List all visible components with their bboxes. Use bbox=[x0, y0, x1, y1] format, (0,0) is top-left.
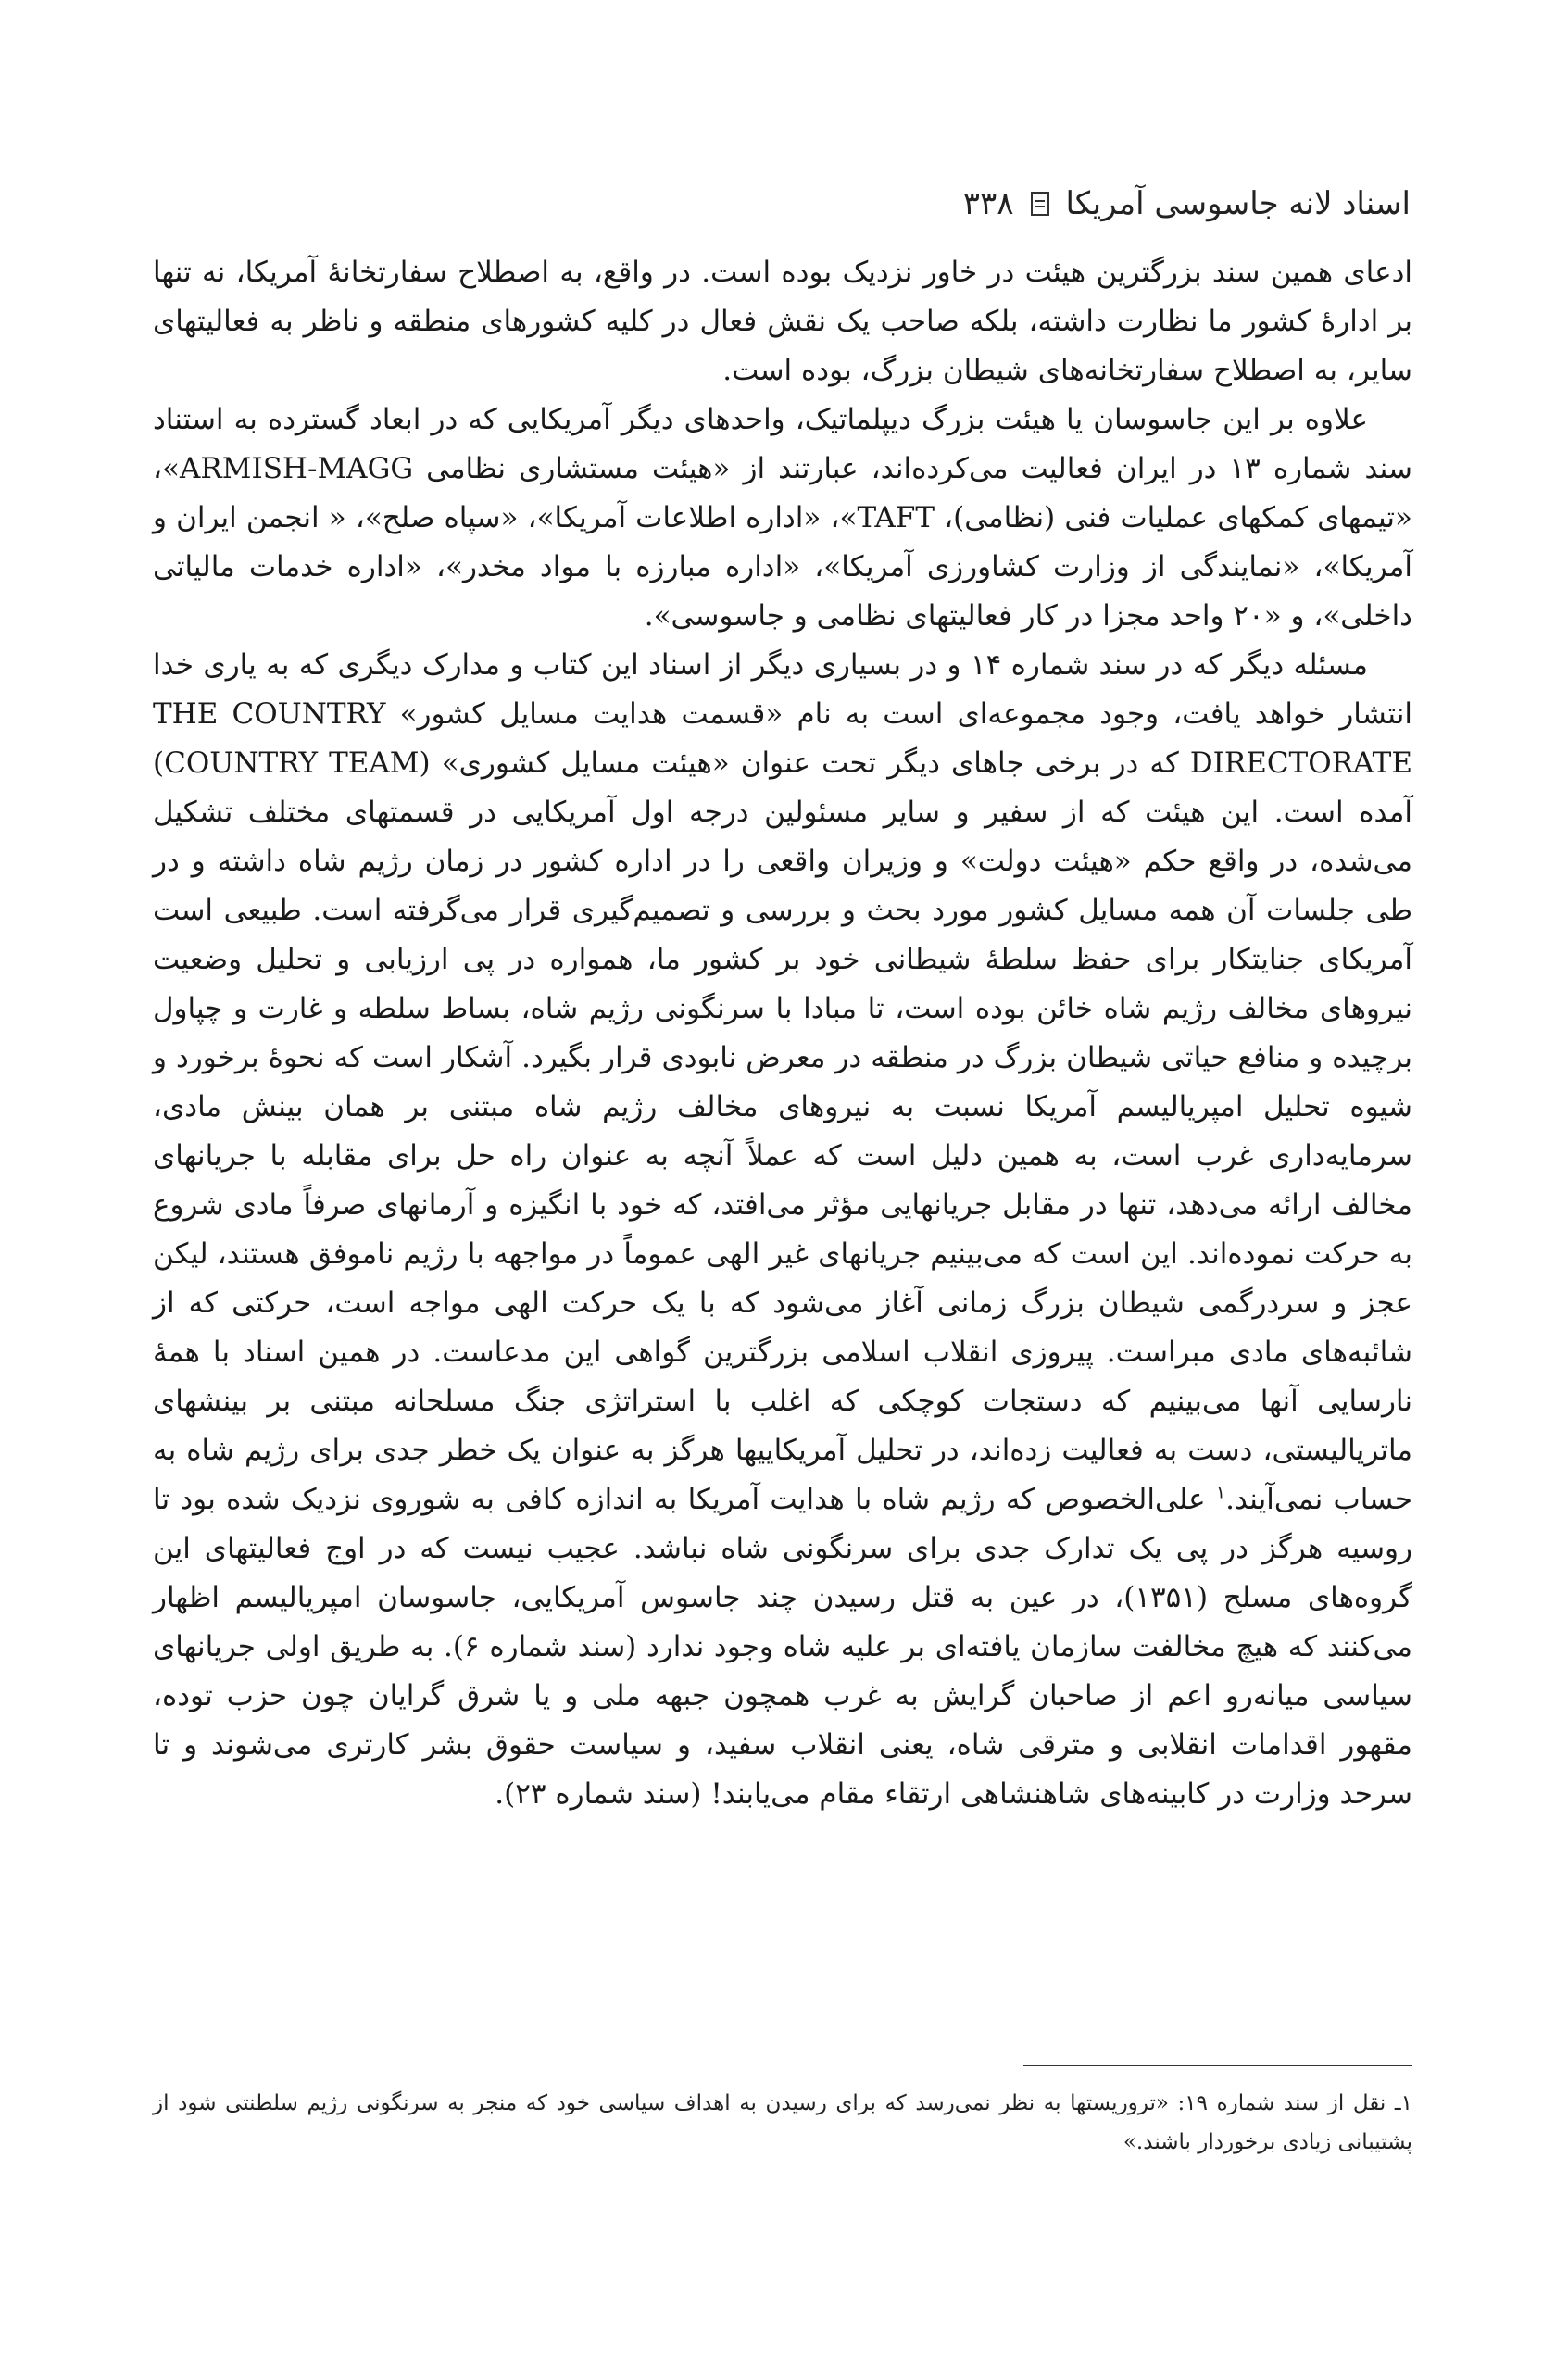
paragraph-text: مسئله دیگر که در سند شماره ۱۴ و در بسیاری دیگر از اسناد این کتاب و مدارک دیگری که به یاری خدا انتشار خواهد یافت، وجود مجموعه‌ای است به نام «قسمت هدایت مسایل کشور» THE COUNTRY DIRECTORATE که در برخی جاهای دیگر تحت عنوان «هیئت مسایل کشوری» (COUNTRY TEAM) آمده است. این هیئت که از سفیر و سایر مسئولین درجه اول آمریکایی در قسمتهای مختلف تشکیل می‌شده، در واقع حکم «هیئت دولت» و وزیران واقعی را در اداره کشور در زمان رژیم شاه داشته و در طی جلسات آن همه مسایل کشور مورد بحث و بررسی و تصمیم‌گیری قرار می‌گرفته است. طبیعی است آمریکای جنایتکار برای حفظ سلطهٔ شیطانی خود بر کشور ما، همواره در پی ارزیابی و تحلیل وضعیت نیروهای مخالف رژیم شاه خائن بوده است، تا مبادا با سرنگونی رژیم شاه، بساط سلطه و غارت و چپاول برچیده و منافع حیاتی شیطان بزرگ در منطقه در معرض نابودی قرار بگیرد. آشکار است که نحوهٔ برخورد و شیوه تحلیل امپریالیسم آمریکا نسبت به نیروهای مخالف رژیم شاه مبتنی بر همان بینش مادی، سرمایه‌داری غرب است، به همین دلیل است که عملاً آنچه به عنوان راه حل برای مقابله با جریانهای مخالف ارائه می‌دهد، تنها در مقابل جریانهایی مؤثر می‌افتد، که خود با انگیزه و آرمانهای صرفاً مادی شروع به حرکت نموده‌اند. این است که می‌بینیم جریانهای غیر الهی عموماً در مواجهه با رژیم ناموفق هستند، لیکن عجز و سردرگمی شیطان بزرگ زمانی آغاز می‌شود که با یک حرکت الهی مواجه است، حرکتی که از شائبه‌های مادی مبراست. پیروزی انقلاب اسلامی بزرگترین گواهی این مدعاست. در همین اسناد با همهٔ نارسایی آنها می‌بینیم که دستجات کوچکی که اغلب با استراتژی جنگ مسلحانه مبتنی بر بینشهای ماتریالیستی، دست به فعالیت زده‌اند، در تحلیل آمریکاییها هرگز به عنوان یک خطر جدی برای رژیم شاه به حساب نمی‌آیند. bbox=[153, 648, 1413, 1516]
book-title: اسناد لانه جاسوسی آمریکا bbox=[1065, 185, 1411, 222]
paragraph-text: علی‌الخصوص که رژیم شاه با هدایت آمریکا به اندازه کافی به شوروی نزدیک شده بود تا روسیه هرگز در پی یک تدارک جدی برای سرنگونی شاه نباشد. عجیب نیست که در اوج فعالیتهای این گروه‌های مسلح (۱۳۵۱)، در عین به قتل رسیدن چند جاسوس آمریکایی، جاسوسان امپریالیسم اظهار می‌کنند که هیچ مخالفت سازمان یافته‌ای بر علیه شاه وجود ندارد (سند شماره ۶). به طریق اولی جریانهای سیاسی میانه‌رو اعم از صاحبان گرایش به غرب همچون جبهه ملی و یا شرق گرایان چون حزب توده، مقهور اقدامات انقلابی و مترقی شاه، یعنی انقلاب سفید، و سیاست حقوق بشر کارتری می‌شوند و تا سرحد وزارت در کابینه‌های شاهنشاهی ارتقاء مقام می‌یابند! (سند شماره ۲۳). bbox=[153, 1483, 1412, 1811]
document-icon bbox=[1031, 192, 1049, 216]
body-text bbox=[153, 248, 1412, 1819]
paragraph: ادعای همین سند بزرگترین هیئت در خاور نزدیک بوده است. در واقع، به اصطلاح سفارتخانهٔ آمریکا، نه تنها بر ادارهٔ کشور ما نظارت داشته، بلکه صاحب یک نقش فعال در کلیه کشورهای منطقه و ناظر به فعالیتهای سایر، به اصطلاح سفارتخانه‌های شیطان بزرگ، بوده است. bbox=[153, 256, 1412, 387]
page-number: ۳۳۸ bbox=[962, 185, 1014, 222]
paragraph: علاوه بر این جاسوسان یا هیئت بزرگ دیپلماتیک، واحدهای دیگر آمریکایی که در ابعاد گسترده به استناد سند شماره ۱۳ در ایران فعالیت می‌کرده‌اند، عبارتند از «هیئت مستشاری نظامی ARMISH-MAGG»، «تیمهای کمکهای عملیات فنی (نظامی)، TAFT»، «اداره اطلاعات آمریکا»، «سپاه صلح»، « انجمن ایران و آمریکا»، «نمایندگی از وزارت کشاورزی آمریکا»، «اداره مبارزه با مواد مخدر»، «اداره خدمات مالیاتی داخلی»، و «۲۰ واحد مجزا در کار فعالیتهای نظامی و جاسوسی». bbox=[153, 403, 1412, 633]
footnote: ۱ـ نقل از سند شماره ۱۹: «تروریستها به نظر نمی‌رسد که برای رسیدن به اهداف سیاسی خود که منجر به سرنگونی رژیم سلطنتی شود از پشتیبانی زیادی برخوردار باشند.» bbox=[153, 2091, 1412, 2154]
footnote-reference: ۱ bbox=[1215, 1482, 1226, 1503]
running-header bbox=[963, 185, 1411, 222]
footnote-divider bbox=[1023, 2065, 1412, 2066]
paragraph bbox=[153, 641, 1412, 1819]
